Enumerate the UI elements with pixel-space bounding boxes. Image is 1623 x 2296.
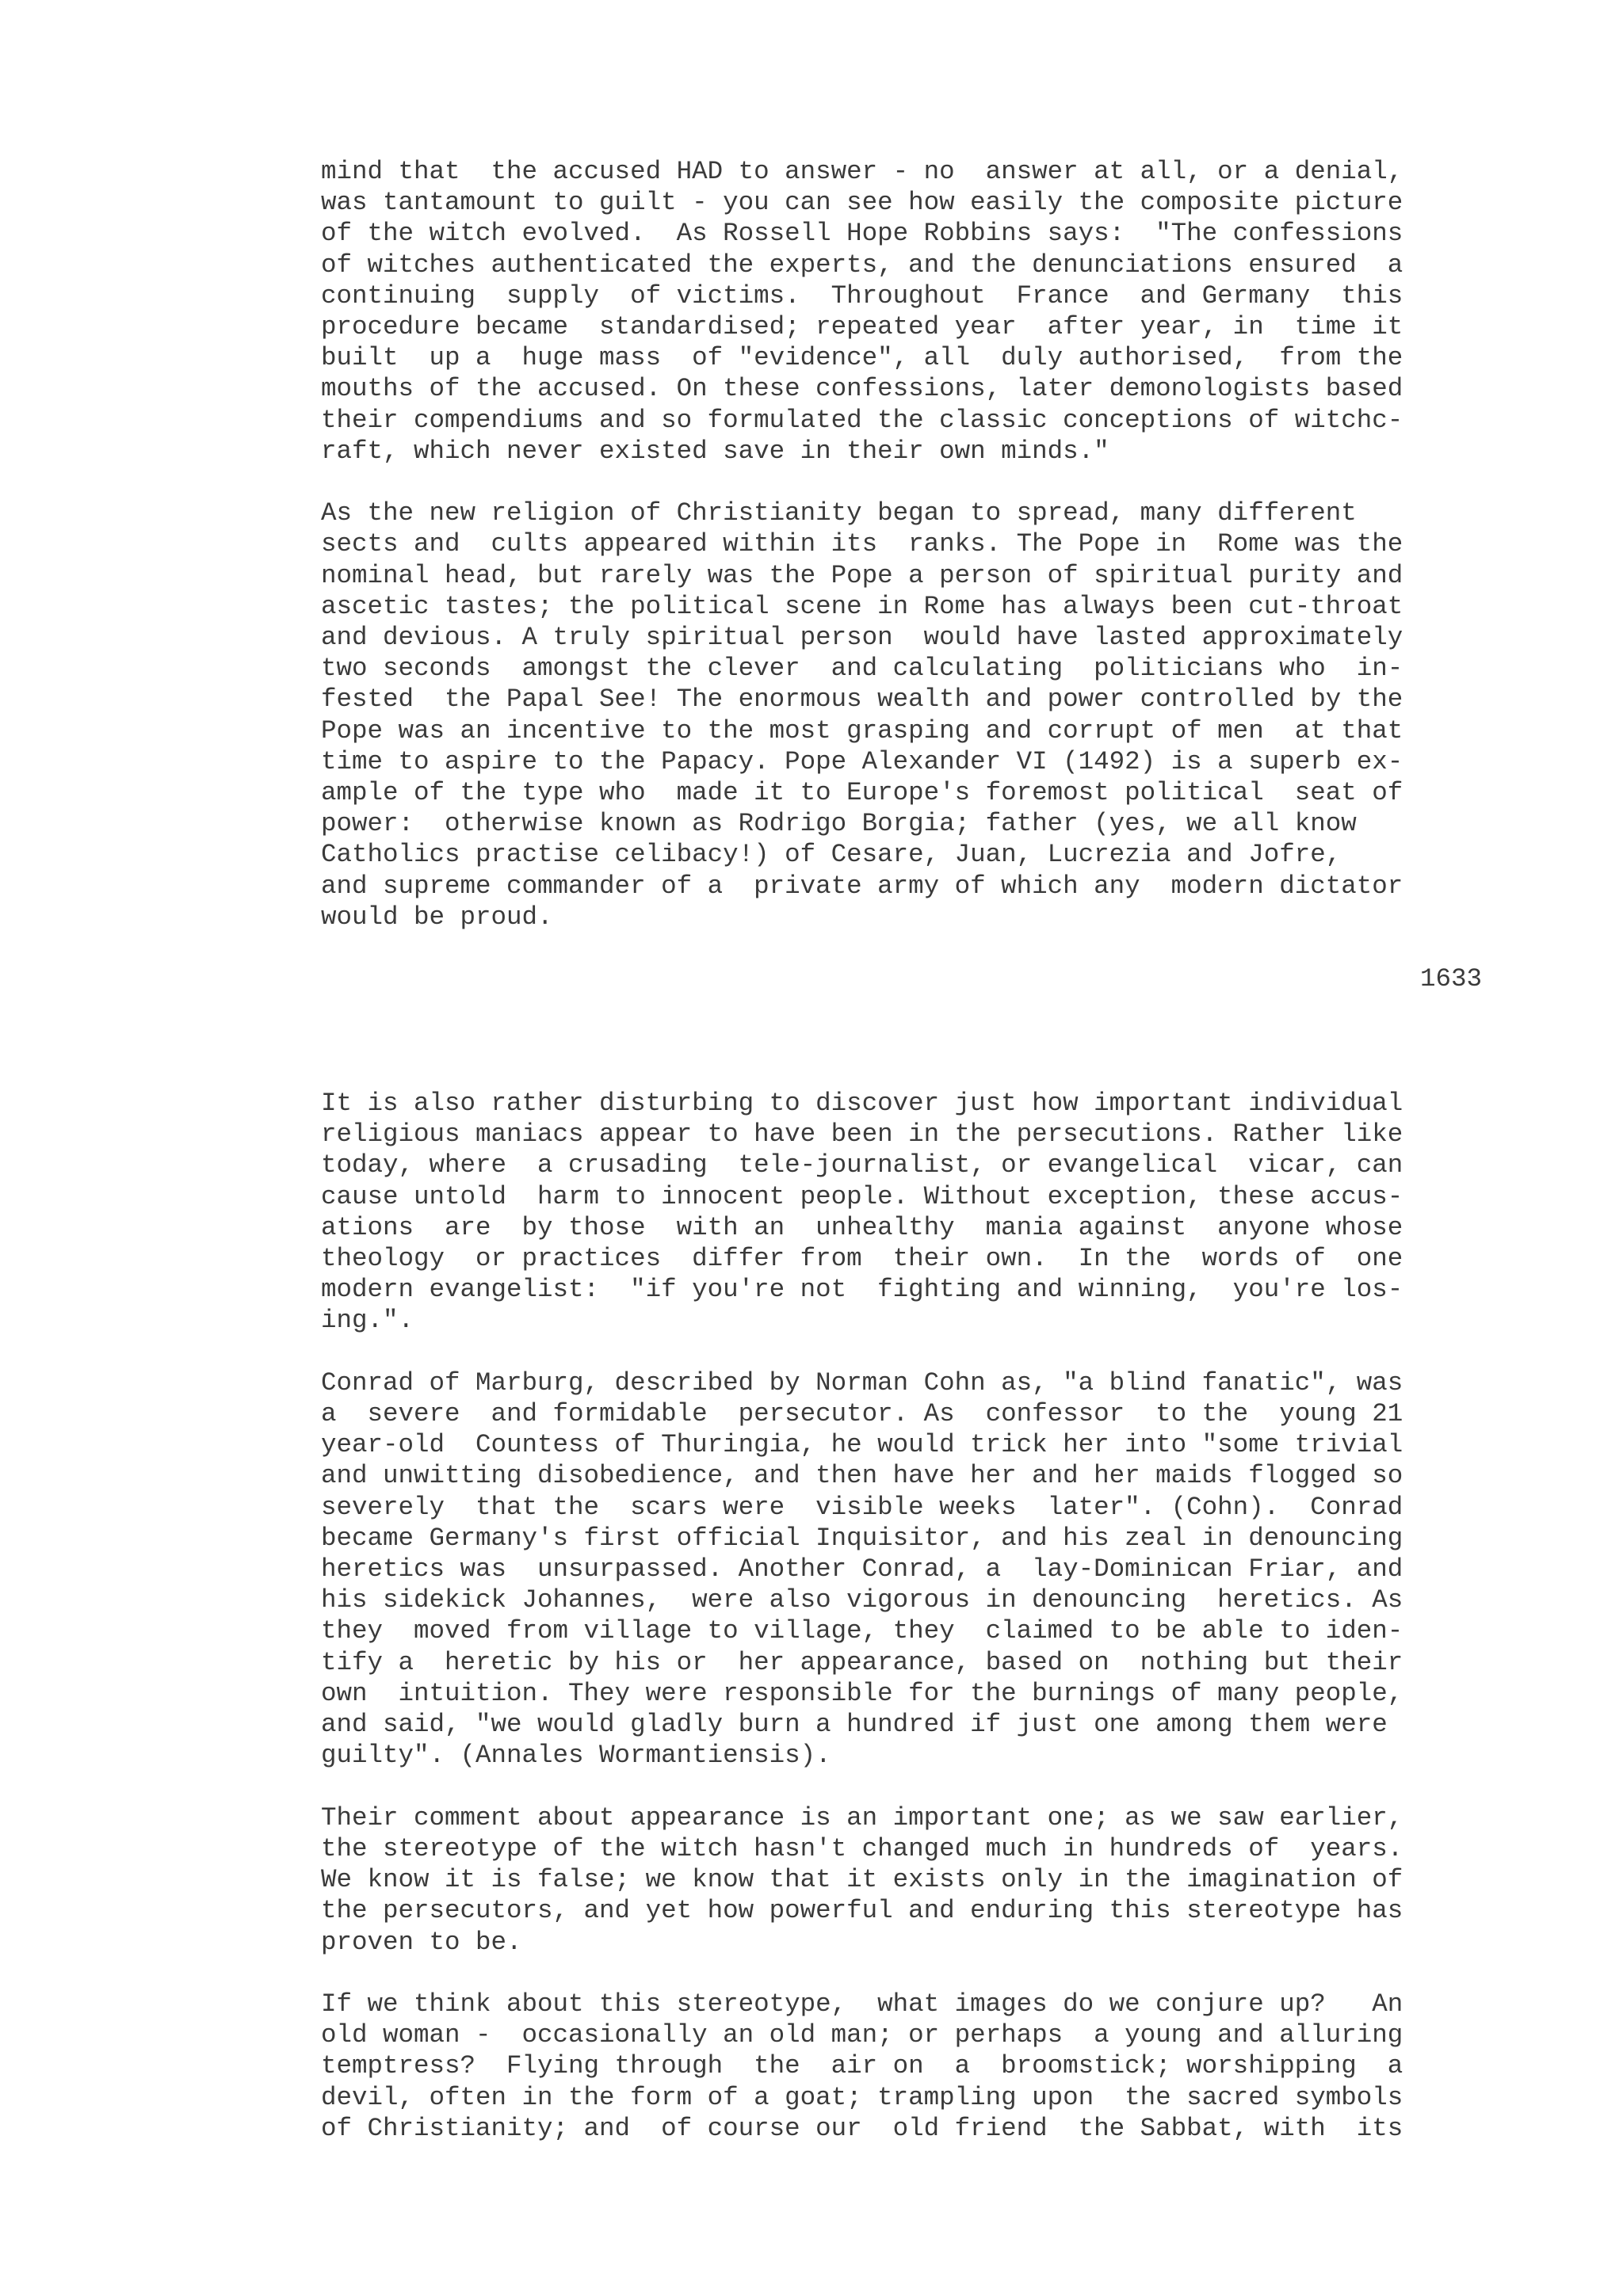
paragraph-religious-maniacs: It is also rather disturbing to discover just how important individual religious maniacs appear to have been in the persecutions. Rather like today, where a crusading tele-journalist, or evangelical vicar, can cause untold harm to innocent people. Without exception, these accus- ations are by those with an unhealthy mania against anyone whose theology or practices differ from their own. In the words of one modern evangelist: "if you're not fighting and winning, you're los- ing.". xyxy=(321,1089,1403,1336)
paragraph-christianity-sects: As the new religion of Christianity began to spread, many different sects and cults appeared within its ranks. The Pope in Rome was the nominal head, but rarely was the Pope a person of spiritual purity and ascetic tastes; the political scene in Rome has always been cut-throat and devious. A truly spiritual person would have lasted approximately two seconds amongst the clever and calculating politicians who in- fested the Papal See! The enormous wealth and power controlled by the Pope was an incentive to the most grasping and corrupt of men at that time to aspire to the Papacy. Pope Alexander VI (1492) is a superb ex- ample of the type who made it to Europe's foremost political seat of power: otherwise known as Rodrigo Borgia; father (yes, we all know Catholics practise celibacy!) of Cesare, Juan, Lucrezia and Jofre, and supreme commander of a private army of which any modern dictator would be proud. xyxy=(321,498,1403,932)
page-number: 1633 xyxy=(1419,964,1482,994)
paragraph-appearance: Their comment about appearance is an important one; as we saw earlier, the stereotype of the witch hasn't changed much in hundreds of years. We know it is false; we know that it exists only in the imagination of the persecutors, and yet how powerful and enduring this stereotype has proven to be. xyxy=(321,1802,1403,1957)
page-break xyxy=(321,994,1482,1088)
paragraph-stereotype: If we think about this stereotype, what images do we conjure up? An old woman - occasionally an old man; or perhaps a young and alluring temptress? Flying through the air on a broomstick; worshipping a devil, often in the form of a goat; trampling upon the sacred symbols of Christianity; and of course our old friend the Sabbat, with its xyxy=(321,1989,1403,2143)
paragraph-confessions: mind that the accused HAD to answer - no answer at all, or a denial, was tantamount to guilt - you can see how easily the composite picture of the witch evolved. As Rossell Hope Robbins says: "The confessions of witches authenticated the experts, and the denunciations ensured a continuing supply of victims. Throughout France and Germany this procedure became standardised; repeated year after year, in time it built up a huge mass of "evidence", all duly authorised, from the mouths of the accused. On these confessions, later demonologists based their compendiums and so formulated the classic conceptions of witchc- raft, which never existed save in their own minds." xyxy=(321,157,1403,466)
paragraph-conrad-of-marburg: Conrad of Marburg, described by Norman Cohn as, "a blind fanatic", was a severe and formidable persecutor. As confessor to the young 21 year-old Countess of Thuringia, he would trick her into "some trivial and unwitting disobedience, and then have her and her maids flogged so severely that the scars were visible weeks later". (Cohn). Conrad became Germany's first official Inquisitor, and his zeal in denouncing heretics was unsurpassed. Another Conrad, a lay-Dominican Friar, and his sidekick Johannes, were also vigorous in denouncing heretics. As they moved from village to village, they claimed to be able to iden- tify a heretic by his or her appearance, based on nothing but their own intuition. They were responsible for the burnings of many people, and said, "we would gladly burn a hundred if just one among them were guilty". (Annales Wormantiensis). xyxy=(321,1367,1403,1771)
document-page xyxy=(321,156,1482,2175)
